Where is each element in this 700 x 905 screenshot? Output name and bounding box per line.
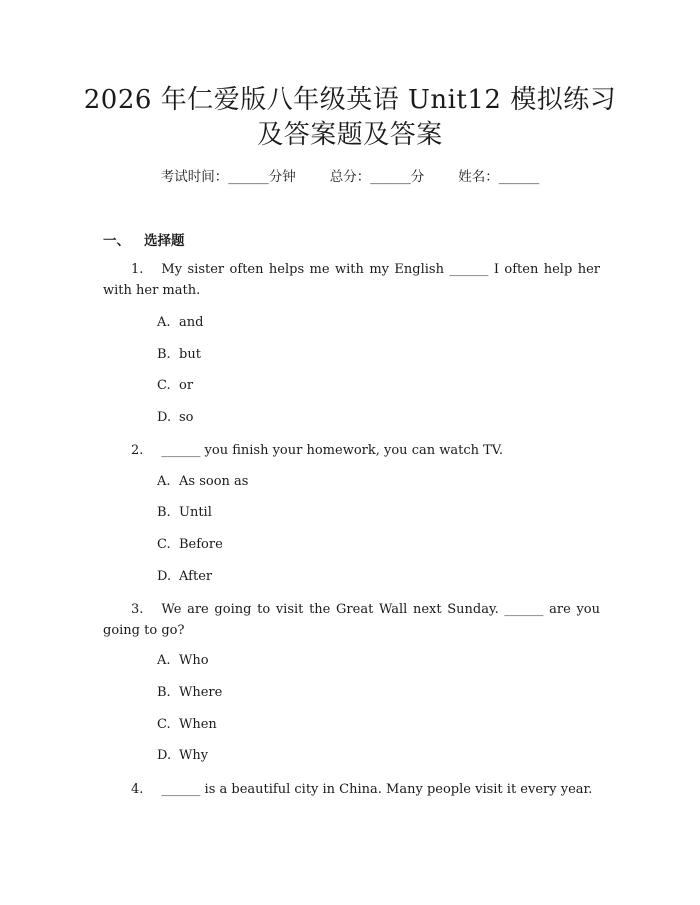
question-text: We are going to visit the Great Wall next Sunday. ______ are you going to go? (103, 602, 600, 638)
option-letter: C. (157, 537, 171, 552)
question-number: 1. (131, 262, 144, 277)
student-name-field: 姓名：______ (458, 169, 540, 185)
question-1-option-b (157, 345, 201, 365)
option-text: Who (179, 653, 209, 668)
option-letter: A. (157, 474, 171, 489)
exam-time-field: 考试时间：______分钟 (160, 169, 296, 185)
option-letter: A. (157, 653, 171, 668)
option-text: but (179, 347, 201, 362)
question-3-option-a (157, 651, 209, 671)
option-letter: B. (157, 505, 171, 520)
question-number: 4. (131, 782, 144, 797)
question-3-option-b (157, 683, 222, 703)
document-title-line-2: 及答案题及答案 (257, 120, 443, 150)
exam-meta (0, 167, 700, 187)
question-3 (103, 599, 600, 641)
option-text: As soon as (179, 474, 249, 489)
option-text: Where (179, 685, 223, 700)
option-letter: D. (157, 410, 172, 425)
option-text: or (179, 378, 194, 393)
option-text: and (179, 315, 204, 330)
option-text: Before (179, 537, 223, 552)
section-title: 选择题 (144, 233, 185, 249)
question-2-option-d (157, 567, 212, 587)
question-2-option-c (157, 535, 223, 555)
question-1-option-a (157, 313, 203, 333)
question-1 (103, 259, 600, 301)
option-letter: D. (157, 748, 172, 763)
option-letter: C. (157, 378, 171, 393)
option-text: Why (179, 748, 209, 763)
option-letter: A. (157, 315, 171, 330)
question-3-option-d (157, 746, 208, 766)
section-number: 一、 (103, 233, 130, 249)
question-1-option-c (157, 376, 193, 396)
option-text: so (179, 410, 194, 425)
option-text: After (179, 569, 213, 584)
question-2-option-b (157, 503, 212, 523)
question-text: ______ is a beautiful city in China. Many people visit it every year. (161, 782, 593, 797)
question-text: My sister often helps me with my English ______ I often help her with her math. (103, 262, 600, 298)
document-title-line-1: 2026 年仁爱版八年级英语 Unit12 模拟练习 (83, 85, 617, 115)
option-letter: C. (157, 717, 171, 732)
question-3-option-c (157, 715, 217, 735)
question-4 (103, 779, 600, 800)
option-letter: D. (157, 569, 172, 584)
question-number: 2. (131, 443, 144, 458)
option-letter: B. (157, 347, 171, 362)
question-2-option-a (157, 472, 248, 492)
option-text: Until (179, 505, 212, 520)
section-heading (103, 229, 185, 249)
question-number: 3. (131, 602, 144, 617)
question-text: ______ you finish your homework, you can watch TV. (161, 443, 504, 458)
question-2 (103, 440, 600, 461)
question-1-option-d (157, 408, 194, 428)
option-text: When (179, 717, 217, 732)
total-score-field: 总分：______分 (329, 169, 425, 185)
option-letter: B. (157, 685, 171, 700)
